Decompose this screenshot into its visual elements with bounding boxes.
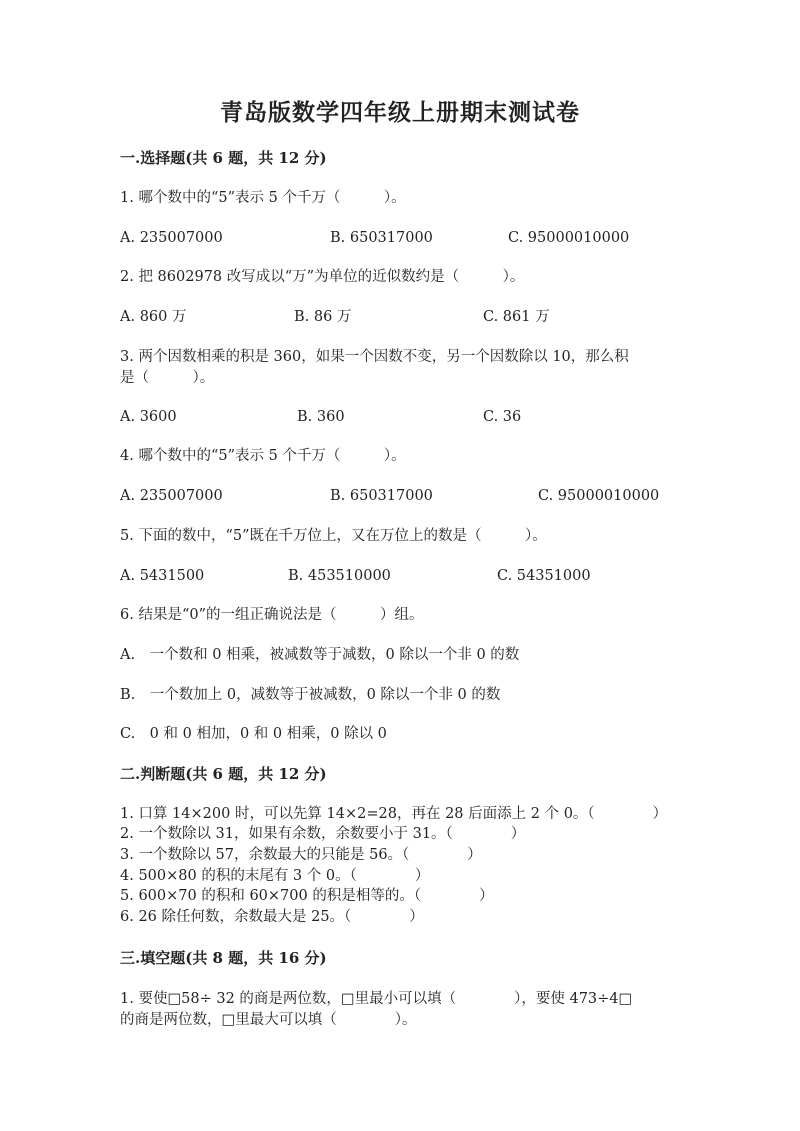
judgement-item: 2. 一个数除以 31，如果有余数，余数要小于 31。（ ） [120,826,526,842]
question-3-option-a: A. 3600 [120,409,177,425]
question-3-text-line1: 3. 两个因数相乘的积是 360，如果一个因数不变，另一个因数除以 10，那么积 [120,349,629,365]
judgement-item: 1. 口算 14×200 时，可以先算 14×2=28，再在 28 后面添上 2 个 0。（ ） [120,806,668,822]
question-4-text: 4. 哪个数中的“5”表示 5 个千万（ ）。 [120,448,406,464]
question-4-option-b: B. 650317000 [330,488,433,504]
question-5-option-a: A. 5431500 [120,568,205,584]
question-4-option-c: C. 95000010000 [538,488,660,504]
question-5-option-c: C. 54351000 [497,568,591,584]
fill-question-1-line2: 的商是两位数，□里最大可以填（ ）。 [120,1012,417,1028]
question-5-text: 5. 下面的数中，“5”既在千万位上，又在万位上的数是（ ）。 [120,528,547,544]
question-6-option-c: C. 0 和 0 相加，0 和 0 相乘，0 除以 0 [120,726,387,742]
question-1-option-c: C. 95000010000 [508,230,630,246]
question-2-text: 2. 把 8602978 改写成以“万”为单位的近似数约是（ ）。 [120,269,525,285]
judgement-item: 6. 26 除任何数，余数最大是 25。（ ） [120,909,424,925]
section-heading-choice: 一.选择题(共 6 题，共 12 分) [120,149,327,167]
question-3-text-line2: 是（ ）。 [120,370,215,386]
question-6-option-a: A. 一个数和 0 相乘，被减数等于减数，0 除以一个非 0 的数 [120,647,520,663]
question-6-text: 6. 结果是“0”的一组正确说法是（ ）组。 [120,607,424,623]
question-3-option-b: B. 360 [297,409,345,425]
question-2-option-c: C. 861 万 [483,309,550,325]
section-heading-fill-blank: 三.填空题(共 8 题，共 16 分) [120,949,327,967]
question-6-option-b: B. 一个数加上 0，减数等于被减数，0 除以一个非 0 的数 [120,687,501,703]
section-heading-judgement: 二.判断题(共 6 题，共 12 分) [120,765,327,783]
page-title: 青岛版数学四年级上册期末测试卷 [220,99,580,126]
question-5-option-b: B. 453510000 [288,568,391,584]
question-2-option-b: B. 86 万 [294,309,352,325]
judgement-item: 3. 一个数除以 57，余数最大的只能是 56。（ ） [120,847,482,863]
question-1-text: 1. 哪个数中的“5”表示 5 个千万（ ）。 [120,190,406,206]
question-1-option-b: B. 650317000 [330,230,433,246]
fill-question-1-line1: 1. 要使□58÷ 32 的商是两位数，□里最小可以填（ ），要使 473÷4□ [120,991,633,1007]
question-3-option-c: C. 36 [483,409,522,425]
judgement-item: 5. 600×70 的积和 60×700 的积是相等的。（ ） [120,888,494,904]
question-4-option-a: A. 235007000 [120,488,223,504]
judgement-item: 4. 500×80 的积的末尾有 3 个 0。（ ） [120,868,430,884]
question-2-option-a: A. 860 万 [120,309,187,325]
question-1-option-a: A. 235007000 [120,230,223,246]
